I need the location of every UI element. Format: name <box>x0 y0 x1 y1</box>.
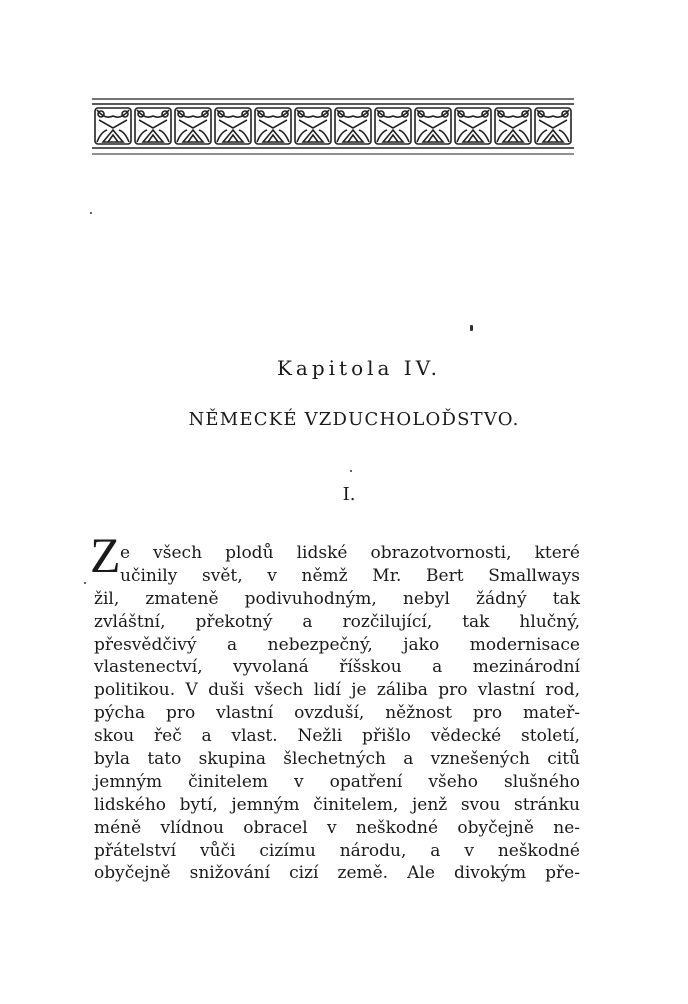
text-line: skou řeč a vlast. Nežli přišlo vědecké století, <box>94 726 580 747</box>
ornament-motif <box>455 108 491 144</box>
ornament-motif <box>495 108 531 144</box>
ornament-motif <box>135 108 171 144</box>
ornament-motif <box>295 108 331 144</box>
text-line: pýcha pro vlastní ovzduší, něžnost pro mateř- <box>94 703 580 724</box>
text-line: přátelství vůči cizímu národu, a v neškodné <box>94 840 580 861</box>
ornament-motif <box>215 108 251 144</box>
ornament-motif <box>335 108 371 144</box>
ornament-motif <box>175 108 211 144</box>
ornament-motif <box>415 108 451 144</box>
text-line: zvláštní, překotný a rozčilující, tak hlučný, <box>94 611 580 632</box>
text-line: e všech plodů lidské obrazotvornosti, které <box>120 543 580 563</box>
print-speck <box>470 325 473 331</box>
ornament-motif <box>375 108 411 144</box>
text-line: méně vlídnou obracel v neškodné obyčejně ne- <box>94 817 580 838</box>
text-line: učinily svět, v němž Mr. Bert Smallways <box>120 565 580 586</box>
text-line: obyčejně snižování cizí země. Ale divokým pře- <box>94 863 580 884</box>
text-line: vlastenectví, vyvolaná říšskou a mezinárodní <box>94 657 580 678</box>
chapter-title: NĚMECKÉ VZDUCHOLOĎSTVO. <box>188 409 520 430</box>
body-paragraph <box>94 542 580 885</box>
text-line: žil, zmateně podivuhodným, nebyl žádný tak <box>94 588 580 609</box>
ornament-motif <box>255 108 291 144</box>
ornament-motif <box>535 108 571 144</box>
text-line: jemným činitelem v opatření všeho slušného <box>94 771 580 792</box>
print-speck <box>84 582 86 584</box>
text-line: byla tato skupina šlechetných a vznešených citů <box>94 749 580 770</box>
section-number: I. <box>342 484 356 505</box>
text-line: přesvědčivý a nebezpečný, jako modernisace <box>94 634 580 655</box>
drop-cap-letter: Z <box>90 527 121 583</box>
text-line: lidského bytí, jemným činitelem, jenž svou stránku <box>94 794 580 815</box>
text-line: politikou. V duši všech lidí je záliba pro vlastní rod, <box>94 680 580 701</box>
ornament-motif <box>95 108 131 144</box>
print-speck <box>90 212 92 214</box>
print-speck <box>350 470 352 472</box>
chapter-number: Kapitola IV. <box>276 356 442 380</box>
decorative-header-ornament <box>92 96 574 158</box>
